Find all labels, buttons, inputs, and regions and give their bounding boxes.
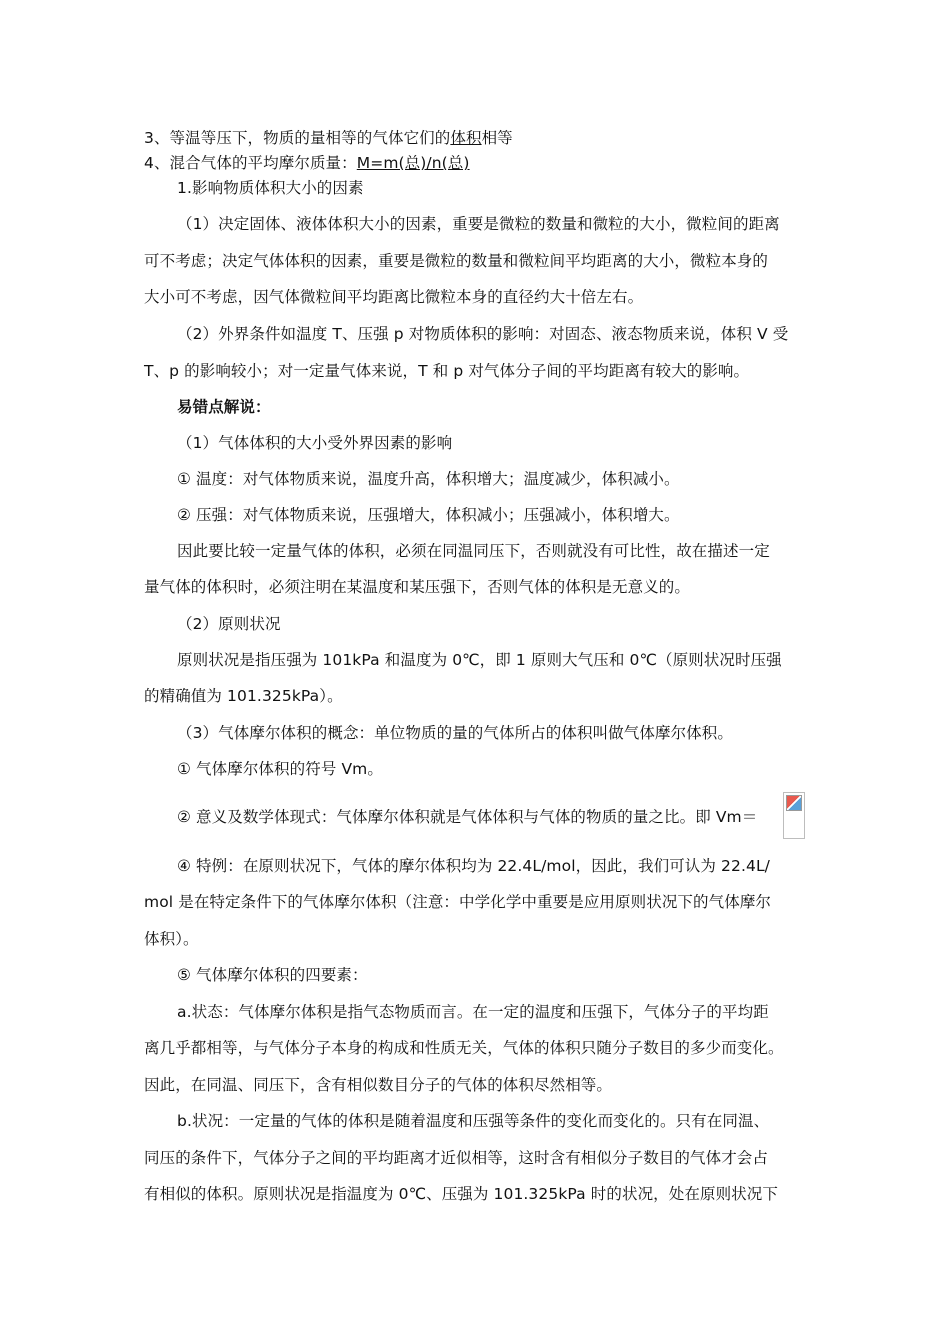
paragraph-line: （1）气体体积的大小受外界因素的影响: [177, 434, 453, 452]
paragraph-line: （1）决定固体、液体体积大小的因素，重要是微粒的数量和微粒的大小，微粒间的距离: [177, 215, 780, 233]
paragraph-line: T、p 的影响较小；对一定量气体来说，T 和 p 对气体分子间的平均距离有较大的影响。: [144, 362, 750, 380]
point-3-line: [144, 127, 814, 149]
paragraph-line: 原则状况是指压强为 101kPa 和温度为 0℃，即 1 原则大气压和 0℃（原则状况时压强: [177, 651, 782, 669]
paragraph-line: ① 气体摩尔体积的符号 Vm。: [177, 760, 383, 778]
paragraph-line: 体积）。: [144, 930, 199, 948]
paragraph-line: ② 压强：对气体物质来说，压强增大，体积减小；压强减小，体积增大。: [177, 506, 680, 524]
formula-image-icon: [783, 792, 805, 839]
paragraph-line: ④ 特例：在原则状况下，气体的摩尔体积均为 22.4L/mol，因此，我们可认为 22.4L/: [177, 857, 771, 875]
text-segment: 3、等温等压下，物质的量相等的气体它们的: [144, 129, 451, 147]
text-segment: 4、混合气体的平均摩尔质量：: [144, 154, 357, 172]
paragraph-line: 同压的条件下，气体分子之间的平均距离才近似相等，这时含有相似分子数目的气体才会占: [144, 1149, 769, 1167]
paragraph-line: 有相似的体积。原则状况是指温度为 0℃、压强为 101.325kPa 时的状况，处在原则状况下: [144, 1185, 778, 1203]
paragraph-line: ① 温度：对气体物质来说，温度升高，体积增大；温度减少，体积减小。: [177, 470, 680, 488]
text-segment: 相等: [481, 129, 513, 147]
formula-underlined: M=m(总)/n(总): [356, 154, 470, 172]
paragraph-line: a.状态：气体摩尔体积是指气态物质而言。在一定的温度和压强下，气体分子的平均距: [177, 1003, 769, 1021]
paragraph-line: mol 是在特定条件下的气体摩尔体积（注意：中学化学中重要是应用原则状况下的气体摩尔: [144, 893, 772, 911]
paragraph-line: 大小可不考虑，因气体微粒间平均距离比微粒本身的直径约大十倍左右。: [144, 288, 644, 306]
paragraph-line: （2）外界条件如温度 T、压强 p 对物质体积的影响：对固态、液态物质来说，体积 V 受: [177, 325, 789, 343]
underlined-term: 体积: [450, 129, 482, 147]
paragraph-line: b.状况：一定量的气体的体积是随着温度和压强等条件的变化而变化的。只有在同温、: [177, 1112, 770, 1130]
paragraph-line: 因此，在同温、同压下，含有相似数目分子的气体的体积尽然相等。: [144, 1076, 613, 1094]
paragraph-line: ② 意义及数学体现式：气体摩尔体积就是气体体积与气体的物质的量之比。即 Vm＝: [177, 808, 758, 826]
paragraph-line: （3）气体摩尔体积的概念：单位物质的量的气体所占的体积叫做气体摩尔体积。: [177, 724, 733, 742]
paragraph-line: （2）原则状况: [177, 615, 281, 633]
paragraph-line: 可不考虑；决定气体体积的因素，重要是微粒的数量和微粒间平均距离的大小，微粒本身的: [144, 252, 769, 270]
paragraph-line: 的精确值为 101.325kPa）。: [144, 687, 343, 705]
paragraph-line: 因此要比较一定量气体的体积，必须在同温同压下，否则就没有可比性，故在描述一定: [177, 542, 770, 560]
paragraph-line: 离几乎都相等，与气体分子本身的构成和性质无关，气体的体积只随分子数目的多少而变化。: [144, 1039, 784, 1057]
broken-image-icon: [786, 795, 802, 811]
paragraph-line: 量气体的体积时，必须注明在某温度和某压强下，否则气体的体积是无意义的。: [144, 578, 691, 596]
paragraph-line: ⑤ 气体摩尔体积的四要素：: [177, 966, 368, 984]
point-4-line: [144, 152, 814, 174]
bold-heading: 易错点解说：: [177, 398, 271, 416]
section-heading: 1.影响物质体积大小的因素: [177, 179, 364, 197]
